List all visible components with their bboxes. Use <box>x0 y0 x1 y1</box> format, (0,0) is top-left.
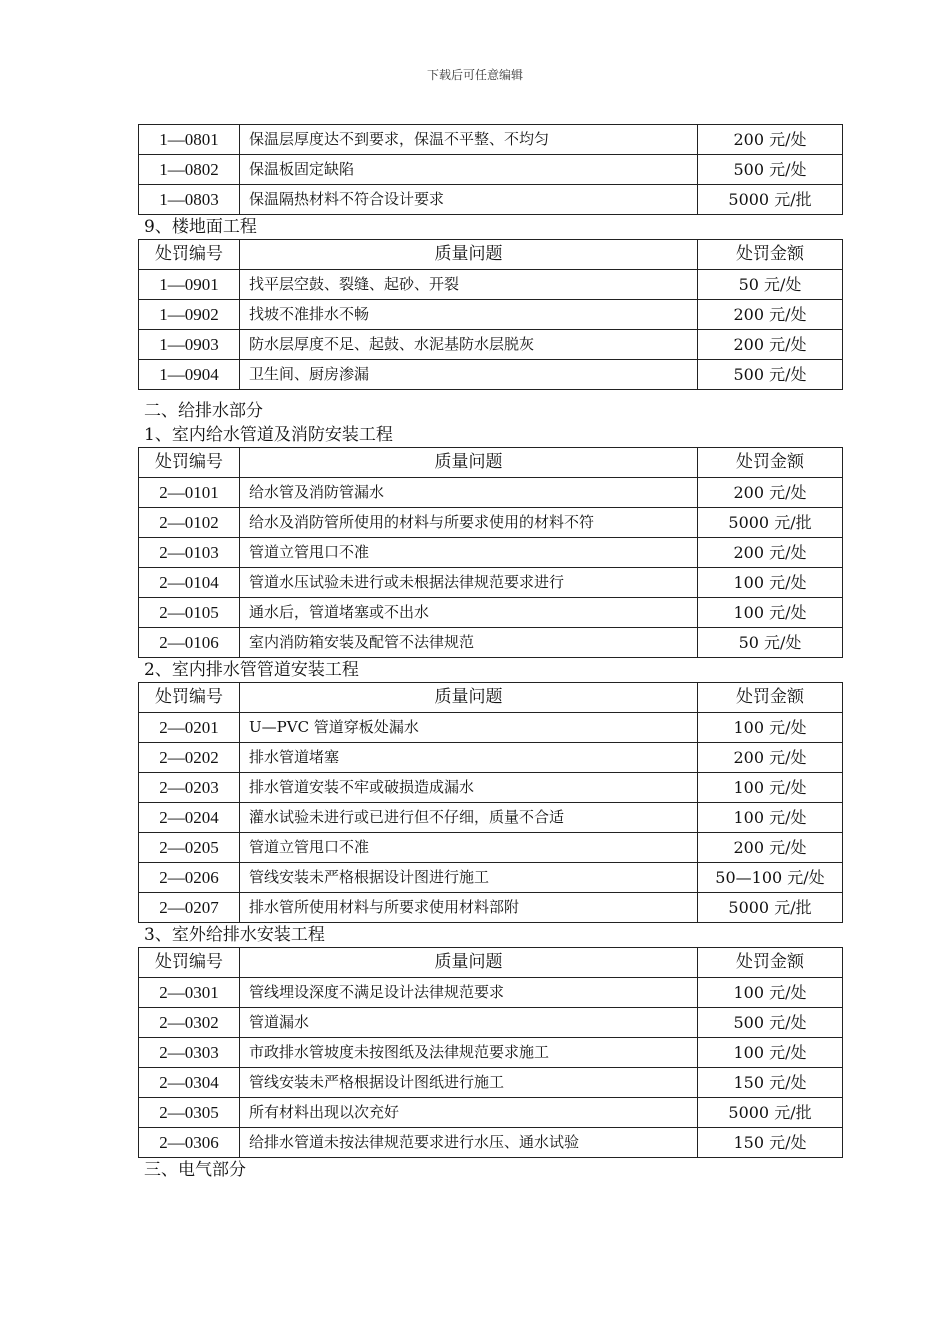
quality-issue: 排水管道堵塞 <box>240 743 698 773</box>
penalty-amount: 100 元/处 <box>698 1038 843 1068</box>
quality-issue: 市政排水管坡度未按图纸及法律规范要求施工 <box>240 1038 698 1068</box>
penalty-code: 1—0801 <box>139 125 240 155</box>
quality-issue: 找坡不准排水不畅 <box>240 300 698 330</box>
quality-issue: 管线安装未严格根据设计图进行施工 <box>240 863 698 893</box>
penalty-amount: 5000 元/批 <box>698 185 843 215</box>
table-row <box>139 155 843 185</box>
penalty-amount: 200 元/处 <box>698 330 843 360</box>
penalty-code: 2—0302 <box>139 1008 240 1038</box>
penalty-code: 2—0105 <box>139 598 240 628</box>
penalty-code: 2—0306 <box>139 1128 240 1158</box>
penalty-code: 2—0301 <box>139 978 240 1008</box>
table-row <box>139 538 843 568</box>
table-row <box>139 478 843 508</box>
penalty-code: 2—0103 <box>139 538 240 568</box>
quality-issue: 给水及消防管所使用的材料与所要求使用的材料不符 <box>240 508 698 538</box>
table-row <box>139 833 843 863</box>
page-header: 下载后可任意编辑 <box>426 68 523 82</box>
penalty-amount: 50—100 元/处 <box>698 863 843 893</box>
table-row <box>139 893 843 923</box>
table-row <box>139 803 843 833</box>
quality-issue: 管道立管甩口不准 <box>240 538 698 568</box>
col-issue: 质量问题 <box>240 448 698 478</box>
penalty-amount: 200 元/处 <box>698 300 843 330</box>
quality-issue: 管线埋设深度不满足设计法律规范要求 <box>240 978 698 1008</box>
quality-issue: 管道水压试验未进行或未根据法律规范要求进行 <box>240 568 698 598</box>
col-amount: 处罚金额 <box>698 240 843 270</box>
table-row <box>139 300 843 330</box>
floor-table <box>138 239 843 390</box>
col-code: 处罚编号 <box>139 448 240 478</box>
section-heading-indoor-drain: 2、室内排水管管道安装工程 <box>144 660 359 680</box>
penalty-code: 1—0802 <box>139 155 240 185</box>
col-code: 处罚编号 <box>139 948 240 978</box>
penalty-amount: 100 元/处 <box>698 568 843 598</box>
quality-issue: 管道立管甩口不准 <box>240 833 698 863</box>
penalty-amount: 50 元/处 <box>698 270 843 300</box>
table-row <box>139 330 843 360</box>
indoor-water-table <box>138 447 843 658</box>
table-row <box>139 743 843 773</box>
penalty-code: 1—0901 <box>139 270 240 300</box>
quality-issue: 灌水试验未进行或已进行但不仔细，质量不合适 <box>240 803 698 833</box>
table-row <box>139 628 843 658</box>
penalty-code: 2—0201 <box>139 713 240 743</box>
quality-issue: 给排水管道未按法律规范要求进行水压、通水试验 <box>240 1128 698 1158</box>
document-body <box>138 124 842 1182</box>
penalty-amount: 200 元/处 <box>698 478 843 508</box>
section-heading-indoor-water: 1、室内给水管道及消防安装工程 <box>144 425 393 445</box>
penalty-code: 2—0202 <box>139 743 240 773</box>
quality-issue: 防水层厚度不足、起鼓、水泥基防水层脱灰 <box>240 330 698 360</box>
table-row <box>139 713 843 743</box>
penalty-code: 1—0904 <box>139 360 240 390</box>
penalty-code: 2—0304 <box>139 1068 240 1098</box>
table-row <box>139 508 843 538</box>
penalty-code: 2—0206 <box>139 863 240 893</box>
penalty-code: 2—0204 <box>139 803 240 833</box>
col-code: 处罚编号 <box>139 683 240 713</box>
quality-issue: 所有材料出现以次充好 <box>240 1098 698 1128</box>
penalty-code: 2—0106 <box>139 628 240 658</box>
table-row <box>139 568 843 598</box>
quality-issue: 管道漏水 <box>240 1008 698 1038</box>
penalty-amount: 500 元/处 <box>698 360 843 390</box>
col-issue: 质量问题 <box>240 683 698 713</box>
penalty-amount: 500 元/处 <box>698 1008 843 1038</box>
quality-issue: 找平层空鼓、裂缝、起砂、开裂 <box>240 270 698 300</box>
table-row <box>139 1098 843 1128</box>
penalty-amount: 100 元/处 <box>698 803 843 833</box>
table-row <box>139 598 843 628</box>
section-heading-outdoor: 3、室外给排水安装工程 <box>144 925 325 945</box>
penalty-amount: 5000 元/批 <box>698 508 843 538</box>
quality-issue: 保温层厚度达不到要求，保温不平整、不均匀 <box>240 125 698 155</box>
penalty-code: 1—0803 <box>139 185 240 215</box>
part-heading-electrical: 三、电气部分 <box>144 1160 246 1180</box>
table-row <box>139 773 843 803</box>
table-row <box>139 1038 843 1068</box>
penalty-amount: 200 元/处 <box>698 833 843 863</box>
col-amount: 处罚金额 <box>698 448 843 478</box>
penalty-amount: 200 元/处 <box>698 125 843 155</box>
quality-issue: 室内消防箱安装及配管不法律规范 <box>240 628 698 658</box>
penalty-amount: 5000 元/批 <box>698 1098 843 1128</box>
penalty-code: 2—0101 <box>139 478 240 508</box>
table-row <box>139 863 843 893</box>
table-row <box>139 360 843 390</box>
quality-issue: 管线安装未严格根据设计图纸进行施工 <box>240 1068 698 1098</box>
header-row <box>139 448 843 478</box>
penalty-amount: 100 元/处 <box>698 773 843 803</box>
table-row <box>139 1128 843 1158</box>
penalty-amount: 150 元/处 <box>698 1128 843 1158</box>
penalty-amount: 500 元/处 <box>698 155 843 185</box>
header-row <box>139 683 843 713</box>
penalty-amount: 100 元/处 <box>698 978 843 1008</box>
penalty-code: 2—0207 <box>139 893 240 923</box>
header-row <box>139 948 843 978</box>
penalty-code: 2—0102 <box>139 508 240 538</box>
col-code: 处罚编号 <box>139 240 240 270</box>
penalty-code: 1—0903 <box>139 330 240 360</box>
col-issue: 质量问题 <box>240 948 698 978</box>
penalty-code: 2—0303 <box>139 1038 240 1068</box>
quality-issue: U—PVC 管道穿板处漏水 <box>240 713 698 743</box>
quality-issue: 通水后，管道堵塞或不出水 <box>240 598 698 628</box>
section-heading-floor: 9、楼地面工程 <box>144 217 257 237</box>
col-issue: 质量问题 <box>240 240 698 270</box>
table-row <box>139 1068 843 1098</box>
penalty-amount: 50 元/处 <box>698 628 843 658</box>
quality-issue: 保温隔热材料不符合设计要求 <box>240 185 698 215</box>
penalty-amount: 150 元/处 <box>698 1068 843 1098</box>
insulation-table <box>138 124 843 215</box>
penalty-code: 2—0205 <box>139 833 240 863</box>
penalty-amount: 100 元/处 <box>698 713 843 743</box>
penalty-amount: 200 元/处 <box>698 538 843 568</box>
quality-issue: 卫生间、厨房渗漏 <box>240 360 698 390</box>
table-row <box>139 125 843 155</box>
quality-issue: 排水管道安装不牢或破损造成漏水 <box>240 773 698 803</box>
table-row <box>139 1008 843 1038</box>
quality-issue: 排水管所使用材料与所要求使用材料部附 <box>240 893 698 923</box>
table-row <box>139 270 843 300</box>
quality-issue: 保温板固定缺陷 <box>240 155 698 185</box>
penalty-code: 2—0305 <box>139 1098 240 1128</box>
quality-issue: 给水管及消防管漏水 <box>240 478 698 508</box>
table-row <box>139 978 843 1008</box>
penalty-amount: 5000 元/批 <box>698 893 843 923</box>
part-heading-plumbing: 二、给排水部分 <box>144 401 263 421</box>
header-row <box>139 240 843 270</box>
col-amount: 处罚金额 <box>698 948 843 978</box>
penalty-code: 2—0203 <box>139 773 240 803</box>
penalty-amount: 100 元/处 <box>698 598 843 628</box>
penalty-code: 1—0902 <box>139 300 240 330</box>
outdoor-table <box>138 947 843 1158</box>
table-row <box>139 185 843 215</box>
penalty-code: 2—0104 <box>139 568 240 598</box>
col-amount: 处罚金额 <box>698 683 843 713</box>
penalty-amount: 200 元/处 <box>698 743 843 773</box>
indoor-drain-table <box>138 682 843 923</box>
